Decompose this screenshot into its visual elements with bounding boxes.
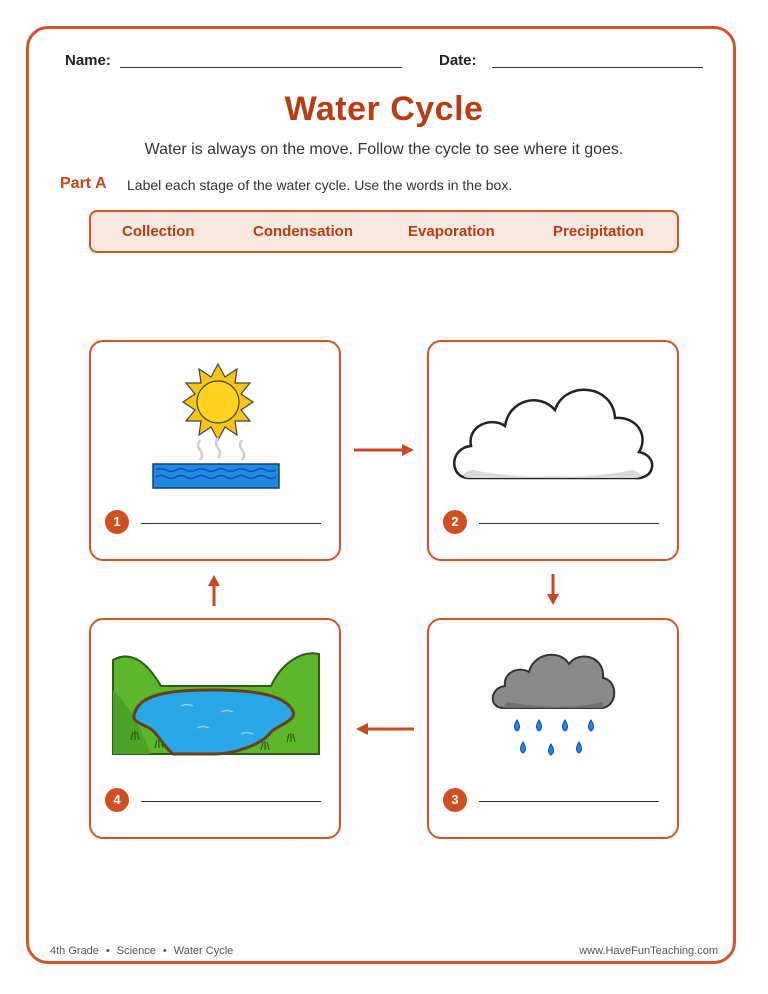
word-bank — [89, 210, 679, 253]
footer-separator: • — [105, 945, 110, 957]
footer-grade: 4th Grade — [50, 945, 99, 957]
answer-line-3[interactable] — [479, 801, 659, 802]
arrow-right-icon — [354, 442, 416, 458]
cloud-icon — [447, 360, 659, 488]
footer-breadcrumb — [50, 945, 233, 957]
arrow-up-icon — [206, 574, 222, 606]
rain-cloud-icon — [489, 640, 619, 770]
name-line[interactable] — [120, 67, 402, 68]
footer-subject: Science — [116, 945, 156, 957]
answer-line-4[interactable] — [141, 801, 321, 802]
sun-evaporation-icon — [146, 360, 286, 490]
stage-number-3: 3 — [443, 788, 467, 812]
stage-number-2: 2 — [443, 510, 467, 534]
name-label: Name: — [65, 52, 111, 69]
lake-icon — [111, 650, 321, 756]
stage-card-1 — [89, 340, 341, 561]
stage-card-2 — [427, 340, 679, 561]
footer-separator: • — [162, 945, 167, 957]
stage-number-4: 4 — [105, 788, 129, 812]
stage-card-3 — [427, 618, 679, 839]
part-a-label: Part A — [60, 175, 107, 192]
arrow-down-icon — [545, 574, 561, 606]
answer-line-1[interactable] — [141, 523, 321, 524]
word-condensation: Condensation — [253, 223, 353, 240]
date-label: Date: — [439, 52, 477, 69]
answer-line-2[interactable] — [479, 523, 659, 524]
page-subtitle: Water is always on the move. Follow the cycle to see where it goes. — [144, 141, 624, 158]
footer-website: www.HaveFunTeaching.com — [579, 945, 718, 957]
date-line[interactable] — [492, 67, 703, 68]
page-title: Water Cycle — [284, 90, 484, 128]
arrow-left-icon — [354, 721, 416, 737]
word-evaporation: Evaporation — [408, 223, 495, 240]
stage-number-1: 1 — [105, 510, 129, 534]
word-precipitation: Precipitation — [553, 223, 644, 240]
footer-topic: Water Cycle — [173, 945, 234, 957]
stage-card-4 — [89, 618, 341, 839]
word-collection: Collection — [122, 223, 195, 240]
part-a-instruction: Label each stage of the water cycle. Use the words in the box. — [127, 177, 513, 193]
